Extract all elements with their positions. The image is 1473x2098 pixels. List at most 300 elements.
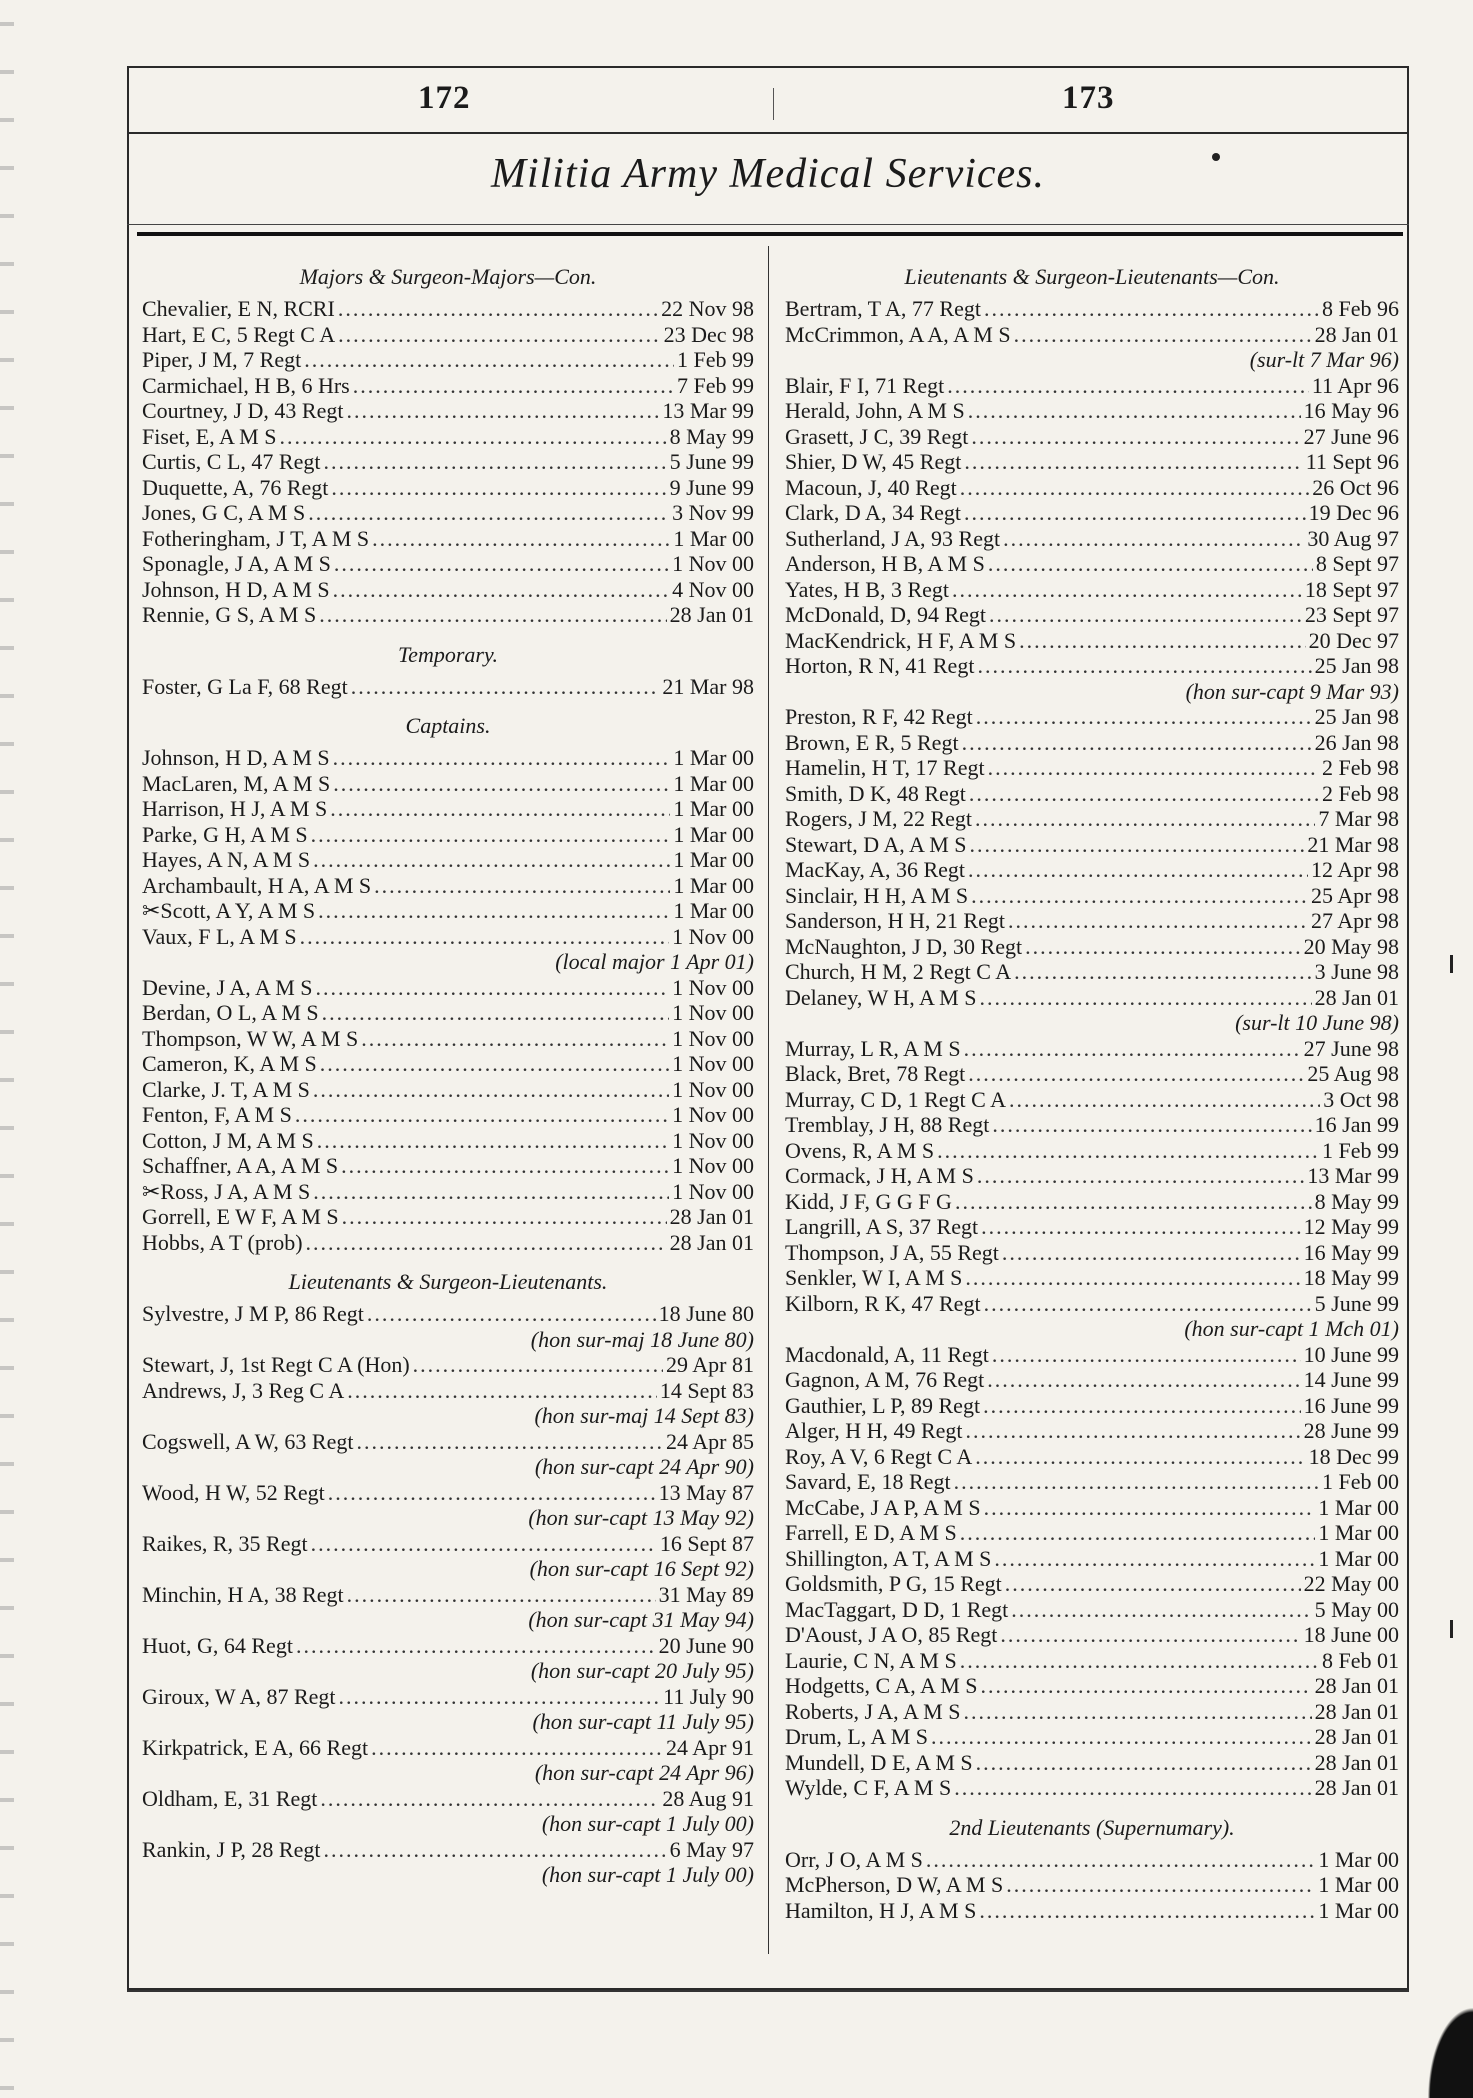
officer-name: Sponagle, J A, A M S bbox=[142, 551, 331, 576]
commission-date: 13 Mar 99 bbox=[1307, 1163, 1399, 1188]
dot-leader bbox=[984, 1495, 1316, 1521]
dot-leader bbox=[328, 1480, 656, 1506]
dot-leader bbox=[330, 796, 670, 822]
commission-date: 1 Nov 00 bbox=[672, 1153, 754, 1178]
roster-entry bbox=[785, 806, 1399, 832]
officer-name: Berdan, O L, A M S bbox=[142, 1000, 319, 1025]
commission-date: 26 Jan 98 bbox=[1314, 729, 1399, 755]
dot-leader bbox=[313, 1179, 669, 1205]
officer-name: Foster, G La F, 68 Regt bbox=[142, 673, 348, 699]
dot-leader bbox=[347, 1582, 656, 1608]
officer-name: Clark, D A, 34 Regt bbox=[785, 500, 961, 525]
roster-entry bbox=[785, 1495, 1399, 1521]
officer-name: Stewart, J, 1st Regt C A (Hon) bbox=[142, 1352, 410, 1377]
dot-leader bbox=[960, 1520, 1316, 1546]
dot-leader bbox=[969, 781, 1319, 807]
roster-entry bbox=[785, 832, 1399, 858]
dot-leader bbox=[960, 475, 1310, 501]
officer-name: Grasett, J C, 39 Regt bbox=[785, 423, 969, 449]
officer-name: Herald, John, A M S bbox=[785, 398, 965, 423]
dot-leader bbox=[971, 883, 1308, 909]
officer-name: MacLaren, M, A M S bbox=[142, 770, 331, 796]
section-heading: Lieutenants & Surgeon-Lieutenants. bbox=[288, 1269, 608, 1294]
commission-date: 3 Oct 98 bbox=[1323, 1086, 1399, 1112]
roster-entry bbox=[142, 1102, 754, 1128]
commission-date: 13 Mar 99 bbox=[662, 398, 754, 423]
dot-leader bbox=[320, 1051, 669, 1077]
commission-date: 28 Jan 01 bbox=[1314, 984, 1399, 1010]
roster-entry bbox=[785, 1673, 1399, 1699]
roster-entry bbox=[785, 577, 1399, 603]
dot-leader bbox=[339, 1684, 661, 1710]
section-heading: Majors & Surgeon-Majors—Con. bbox=[299, 264, 597, 289]
dot-leader bbox=[968, 398, 1301, 424]
officer-name: Hamilton, H J, A M S bbox=[785, 1897, 977, 1923]
roster-entry bbox=[142, 822, 754, 848]
dot-leader bbox=[1014, 322, 1312, 348]
roster-entry bbox=[785, 1847, 1399, 1873]
dot-leader bbox=[1014, 959, 1312, 985]
commission-date: 21 Mar 98 bbox=[1307, 831, 1399, 857]
dot-leader bbox=[1002, 1240, 1301, 1266]
roster-entry bbox=[142, 1735, 754, 1761]
entry-note: (sur-lt 7 Mar 96) bbox=[1249, 347, 1399, 372]
dot-leader bbox=[1011, 1597, 1311, 1623]
dot-leader bbox=[960, 1648, 1319, 1674]
officer-name: Gagnon, A M, 76 Regt bbox=[785, 1367, 985, 1392]
entry-note: (hon sur-capt 24 Apr 96) bbox=[534, 1760, 754, 1785]
officer-name: Mundell, D E, A M S bbox=[785, 1749, 973, 1775]
commission-date: 1 Nov 00 bbox=[672, 1051, 754, 1076]
commission-date: 1 Mar 00 bbox=[1318, 1846, 1399, 1872]
dot-leader bbox=[1000, 1622, 1300, 1648]
commission-date: 28 Jan 01 bbox=[669, 1204, 754, 1229]
entry-note: (hon sur-capt 11 July 95) bbox=[532, 1709, 754, 1734]
officer-name: Farrell, E D, A M S bbox=[785, 1520, 957, 1545]
dot-leader bbox=[320, 1786, 659, 1812]
officer-name: Savard, E, 18 Regt bbox=[785, 1469, 951, 1494]
page-title: Militia Army Medical Services. bbox=[490, 151, 1046, 197]
dot-leader bbox=[975, 806, 1315, 832]
commission-date: 1 Nov 00 bbox=[672, 1076, 754, 1102]
commission-date: 13 May 87 bbox=[658, 1479, 754, 1505]
roster-entry bbox=[142, 796, 754, 822]
officer-name: Kidd, J F, G G F G bbox=[785, 1188, 952, 1214]
officer-name: Horton, R N, 41 Regt bbox=[785, 653, 975, 678]
commission-date: 27 June 96 bbox=[1303, 423, 1399, 449]
roster-entry bbox=[142, 424, 754, 450]
officer-name: Drum, L, A M S bbox=[785, 1724, 929, 1749]
dot-leader bbox=[333, 771, 670, 797]
commission-date: 10 June 99 bbox=[1303, 1341, 1399, 1367]
commission-date: 16 May 96 bbox=[1303, 398, 1399, 423]
commission-date: 8 May 99 bbox=[669, 423, 754, 449]
entry-note: (hon sur-maj 14 Sept 83) bbox=[534, 1403, 754, 1428]
officer-name: Roy, A V, 6 Regt C A bbox=[785, 1443, 973, 1469]
commission-date: 27 Apr 98 bbox=[1311, 908, 1399, 933]
commission-date: 23 Dec 98 bbox=[663, 321, 754, 347]
officer-name: Duquette, A, 76 Regt bbox=[142, 474, 329, 500]
roster-entry bbox=[142, 924, 754, 950]
officer-name: Brown, E R, 5 Regt bbox=[785, 729, 959, 755]
dot-leader bbox=[322, 1000, 669, 1026]
officer-name: Murray, L R, A M S bbox=[785, 1035, 961, 1061]
commission-date: 1 Nov 00 bbox=[672, 551, 754, 576]
roster-entry bbox=[142, 1837, 754, 1863]
roster-entry bbox=[142, 1179, 754, 1205]
officer-name: Bertram, T A, 77 Regt bbox=[785, 296, 981, 321]
roster-entry bbox=[785, 1138, 1399, 1164]
dot-leader bbox=[954, 1775, 1311, 1801]
right-column bbox=[785, 262, 1399, 1923]
entry-note: (hon sur-capt 24 Apr 90) bbox=[534, 1454, 754, 1479]
roster-entry bbox=[785, 1898, 1399, 1924]
commission-date: 20 May 98 bbox=[1303, 933, 1399, 959]
dot-leader bbox=[371, 1735, 663, 1761]
commission-date: 1 Nov 00 bbox=[672, 974, 754, 1000]
entry-note: (hon sur-capt 31 May 94) bbox=[528, 1607, 754, 1632]
commission-date: 1 Nov 00 bbox=[672, 1025, 754, 1051]
roster-entry bbox=[785, 526, 1399, 552]
dot-leader bbox=[981, 1673, 1312, 1699]
roster-entry bbox=[785, 857, 1399, 883]
officer-name: Johnson, H D, A M S bbox=[142, 745, 330, 770]
commission-date: 21 Mar 98 bbox=[662, 673, 754, 699]
roster-entry bbox=[142, 1582, 754, 1608]
officer-name: Fotheringham, J T, A M S bbox=[142, 525, 370, 551]
officer-name: Laurie, C N, A M S bbox=[785, 1647, 957, 1673]
entry-note: (local major 1 Apr 01) bbox=[555, 949, 754, 974]
entry-note: (hon sur-capt 16 Sept 92) bbox=[529, 1556, 754, 1581]
officer-name: Goldsmith, P G, 15 Regt bbox=[785, 1571, 1002, 1596]
dot-leader bbox=[346, 398, 659, 424]
commission-date: 14 June 99 bbox=[1303, 1367, 1399, 1392]
commission-date: 1 Mar 00 bbox=[1318, 1872, 1399, 1897]
title-rule-thick bbox=[137, 232, 1403, 236]
officer-name: Carmichael, H B, 6 Hrs bbox=[142, 372, 350, 398]
roster-entry bbox=[785, 551, 1399, 577]
commission-date: 25 Jan 98 bbox=[1314, 704, 1399, 729]
roster-entry bbox=[785, 322, 1399, 348]
commission-date: 8 Feb 01 bbox=[1322, 1647, 1399, 1673]
commission-date: 28 Jan 01 bbox=[1314, 1673, 1399, 1698]
officer-name: Rogers, J M, 22 Regt bbox=[785, 806, 972, 831]
officer-name: Wood, H W, 52 Regt bbox=[142, 1479, 325, 1505]
commission-date: 5 June 99 bbox=[669, 449, 754, 474]
commission-date: 1 Nov 00 bbox=[672, 1102, 754, 1127]
dot-leader bbox=[970, 832, 1305, 858]
dot-leader bbox=[994, 1546, 1315, 1572]
commission-date: 1 Mar 00 bbox=[673, 770, 754, 796]
officer-name: McNaughton, J D, 30 Regt bbox=[785, 933, 1023, 959]
roster-entry bbox=[785, 1061, 1399, 1087]
commission-date: 20 June 90 bbox=[658, 1632, 754, 1658]
page-corner-shadow bbox=[1418, 1988, 1473, 2098]
commission-date: 1 Feb 00 bbox=[1322, 1469, 1399, 1494]
roster-entry bbox=[785, 1699, 1399, 1725]
roster-entry bbox=[785, 1163, 1399, 1189]
officer-name: MacKay, A, 36 Regt bbox=[785, 857, 966, 882]
officer-name: Hayes, A N, A M S bbox=[142, 847, 311, 872]
roster-entry bbox=[142, 674, 754, 700]
officer-name: Sinclair, H H, A M S bbox=[785, 882, 969, 908]
roster-entry bbox=[142, 1480, 754, 1506]
roster-entry bbox=[785, 1648, 1399, 1674]
commission-date: 1 Mar 00 bbox=[673, 796, 754, 821]
roster-entry bbox=[142, 1000, 754, 1026]
roster-entry bbox=[142, 1077, 754, 1103]
roster-entry bbox=[142, 398, 754, 424]
dot-leader bbox=[304, 347, 674, 373]
dot-leader bbox=[1005, 1571, 1301, 1597]
officer-name: McPherson, D W, A M S bbox=[785, 1872, 1004, 1897]
dot-leader bbox=[988, 755, 1319, 781]
column-divider bbox=[768, 246, 769, 1954]
dot-leader bbox=[372, 526, 670, 552]
roster-entry bbox=[785, 628, 1399, 654]
officer-name: Church, H M, 2 Regt C A bbox=[785, 959, 1012, 984]
commission-date: 1 Feb 99 bbox=[1322, 1137, 1399, 1163]
left-column bbox=[142, 262, 754, 1888]
dot-leader bbox=[931, 1724, 1312, 1750]
commission-date: 11 July 90 bbox=[663, 1683, 754, 1709]
dot-leader bbox=[316, 975, 670, 1001]
officer-name: Clarke, J. T, A M S bbox=[142, 1076, 310, 1102]
roster-entry bbox=[785, 755, 1399, 781]
commission-date: 16 May 99 bbox=[1303, 1239, 1399, 1265]
commission-date: 28 Jan 01 bbox=[1314, 1724, 1399, 1749]
commission-date: 29 Apr 81 bbox=[666, 1352, 754, 1377]
officer-name: Macdonald, A, 11 Regt bbox=[785, 1341, 989, 1367]
dot-leader bbox=[975, 1444, 1305, 1470]
officer-name: Macoun, J, 40 Regt bbox=[785, 474, 957, 500]
roster-entry bbox=[142, 771, 754, 797]
officer-name: Fiset, E, A M S bbox=[142, 423, 277, 449]
commission-date: 12 Apr 98 bbox=[1311, 857, 1399, 882]
commission-date: 5 May 00 bbox=[1314, 1596, 1399, 1622]
officer-name: Kirkpatrick, E A, 66 Regt bbox=[142, 1734, 369, 1760]
dot-leader bbox=[413, 1352, 663, 1378]
page-number-right: 173 bbox=[1062, 80, 1115, 116]
officer-name: Hodgetts, C A, A M S bbox=[785, 1673, 978, 1698]
dot-leader bbox=[351, 674, 660, 700]
dot-leader bbox=[992, 1112, 1311, 1138]
roster-entry bbox=[785, 602, 1399, 628]
commission-date: 16 Sept 87 bbox=[659, 1530, 754, 1556]
entry-note: (hon sur-capt 1 July 00) bbox=[541, 1811, 754, 1836]
commission-date: 24 Apr 91 bbox=[666, 1734, 754, 1760]
officer-name: Jones, G C, A M S bbox=[142, 500, 306, 525]
officer-name: ✂Scott, A Y, A M S bbox=[142, 898, 316, 923]
roster-entry bbox=[785, 730, 1399, 756]
roster-entry bbox=[142, 1128, 754, 1154]
entry-note: (hon sur-capt 1 July 00) bbox=[541, 1862, 754, 1887]
officer-name: Cormack, J H, A M S bbox=[785, 1163, 974, 1188]
dot-leader bbox=[341, 1153, 669, 1179]
roster-entry bbox=[785, 1724, 1399, 1750]
roster-entry bbox=[785, 1750, 1399, 1776]
roster-entry bbox=[785, 1775, 1399, 1801]
roster-entry bbox=[142, 1204, 754, 1230]
officer-name: McCabe, J A P, A M S bbox=[785, 1494, 981, 1520]
roster-entry bbox=[142, 577, 754, 603]
dot-leader bbox=[353, 373, 674, 399]
officer-name: Schaffner, A A, A M S bbox=[142, 1153, 339, 1178]
officer-name: Rennie, G S, A M S bbox=[142, 602, 317, 627]
left-margin-binding-marks bbox=[0, 0, 14, 2098]
commission-date: 3 Nov 99 bbox=[672, 500, 754, 525]
dot-leader bbox=[333, 745, 671, 771]
dot-leader bbox=[311, 1531, 657, 1557]
page-number-left: 172 bbox=[418, 80, 471, 116]
dot-leader bbox=[984, 296, 1319, 322]
officer-name: Shier, D W, 45 Regt bbox=[785, 449, 962, 474]
commission-date: 19 Dec 96 bbox=[1308, 500, 1399, 525]
roster-entry bbox=[785, 475, 1399, 501]
commission-date: 20 Dec 97 bbox=[1308, 627, 1399, 653]
commission-date: 25 Jan 98 bbox=[1314, 653, 1399, 678]
officer-name: Huot, G, 64 Regt bbox=[142, 1632, 293, 1658]
roster-entry bbox=[785, 1367, 1399, 1393]
roster-entry bbox=[142, 975, 754, 1001]
entry-note: (hon sur-capt 20 July 95) bbox=[530, 1658, 754, 1683]
commission-date: 1 Mar 00 bbox=[673, 872, 754, 898]
officer-name: MacKendrick, H F, A M S bbox=[785, 627, 1017, 653]
dot-leader bbox=[992, 1342, 1301, 1368]
roster-entry bbox=[785, 500, 1399, 526]
roster-entry bbox=[785, 1597, 1399, 1623]
commission-date: 25 Aug 98 bbox=[1307, 1061, 1399, 1086]
officer-name: Preston, R F, 42 Regt bbox=[785, 704, 973, 729]
dot-leader bbox=[311, 822, 671, 848]
officer-name: Roberts, J A, A M S bbox=[785, 1698, 961, 1724]
roster-entry bbox=[142, 500, 754, 526]
entry-note: (hon sur-capt 13 May 92) bbox=[528, 1505, 754, 1530]
dot-leader bbox=[347, 1378, 657, 1404]
officer-name: Curtis, C L, 47 Regt bbox=[142, 449, 321, 474]
dot-leader bbox=[955, 1189, 1312, 1215]
officer-name: Thompson, J A, 55 Regt bbox=[785, 1239, 999, 1265]
dot-leader bbox=[313, 1077, 669, 1103]
roster-entry bbox=[142, 1051, 754, 1077]
dot-leader bbox=[965, 1265, 1300, 1291]
roster-entry bbox=[142, 847, 754, 873]
dot-leader bbox=[988, 551, 1313, 577]
officer-name: Gauthier, L P, 89 Regt bbox=[785, 1392, 981, 1418]
dot-leader bbox=[926, 1847, 1315, 1873]
roster-entry bbox=[142, 1352, 754, 1378]
officer-name: Archambault, H A, A M S bbox=[142, 872, 372, 898]
officer-name: Raikes, R, 35 Regt bbox=[142, 1530, 308, 1556]
officer-name: Wylde, C F, A M S bbox=[785, 1775, 952, 1800]
officer-name: Ovens, R, A M S bbox=[785, 1137, 935, 1163]
officer-name: Hobbs, A T (prob) bbox=[142, 1229, 303, 1255]
roster-entry bbox=[785, 1036, 1399, 1062]
ink-dot bbox=[1212, 153, 1220, 161]
section-heading: 2nd Lieutenants (Supernumary). bbox=[949, 1814, 1235, 1840]
roster-entry bbox=[785, 1469, 1399, 1495]
dot-leader bbox=[966, 1418, 1301, 1444]
dot-leader bbox=[968, 1061, 1304, 1087]
commission-date: 16 June 99 bbox=[1303, 1392, 1399, 1418]
dot-leader bbox=[971, 424, 1300, 450]
officer-name: Chevalier, E N, RCRI bbox=[142, 296, 335, 321]
commission-date: 30 Aug 97 bbox=[1307, 525, 1399, 551]
commission-date: 18 Dec 99 bbox=[1308, 1443, 1399, 1469]
commission-date: 18 June 80 bbox=[658, 1301, 754, 1326]
roster-entry bbox=[785, 398, 1399, 424]
commission-date: 1 Nov 00 bbox=[672, 923, 754, 949]
dot-leader bbox=[323, 449, 666, 475]
officer-name: Hamelin, H T, 17 Regt bbox=[785, 755, 985, 780]
officer-name: Black, Bret, 78 Regt bbox=[785, 1061, 966, 1086]
margin-tick bbox=[1450, 955, 1453, 973]
officer-name: Murray, C D, 1 Regt C A bbox=[785, 1086, 1007, 1112]
entry-note: (sur-lt 10 June 98) bbox=[1235, 1010, 1399, 1035]
dot-leader bbox=[1003, 526, 1304, 552]
roster-entry bbox=[785, 1444, 1399, 1470]
roster-entry bbox=[785, 1214, 1399, 1240]
roster-entry bbox=[142, 873, 754, 899]
commission-date: 28 June 99 bbox=[1303, 1418, 1399, 1443]
roster-entry bbox=[142, 1633, 754, 1659]
header-rule bbox=[127, 132, 1409, 134]
dot-leader bbox=[979, 985, 1311, 1011]
roster-entry bbox=[142, 347, 754, 373]
roster-entry bbox=[785, 1571, 1399, 1597]
dot-leader bbox=[981, 1214, 1301, 1240]
dot-leader bbox=[279, 424, 666, 450]
officer-name: Vaux, F L, A M S bbox=[142, 923, 297, 949]
roster-entry bbox=[785, 1291, 1399, 1317]
title-rule-thin bbox=[127, 224, 1409, 225]
roster-entry bbox=[142, 1684, 754, 1710]
dot-leader bbox=[361, 1026, 669, 1052]
dot-leader bbox=[306, 1230, 667, 1256]
roster-entry bbox=[785, 985, 1399, 1011]
page-number-divider bbox=[773, 88, 774, 120]
margin-tick bbox=[1450, 1620, 1453, 1638]
officer-name: McCrimmon, A A, A M S bbox=[785, 321, 1011, 347]
section-heading: Captains. bbox=[405, 713, 491, 738]
roster-entry bbox=[785, 908, 1399, 934]
roster-entry bbox=[785, 1265, 1399, 1291]
officer-name: Shillington, A T, A M S bbox=[785, 1545, 992, 1571]
roster-entry bbox=[785, 1112, 1399, 1138]
commission-date: 9 June 99 bbox=[669, 474, 754, 500]
officer-name: MacTaggart, D D, 1 Regt bbox=[785, 1596, 1009, 1622]
dot-leader bbox=[295, 1102, 669, 1128]
commission-date: 7 Feb 99 bbox=[677, 372, 754, 398]
roster-entry bbox=[785, 373, 1399, 399]
commission-date: 7 Mar 98 bbox=[1318, 806, 1399, 831]
roster-entry bbox=[785, 704, 1399, 730]
commission-date: 26 Oct 96 bbox=[1312, 474, 1399, 500]
officer-name: Sylvestre, J M P, 86 Regt bbox=[142, 1301, 364, 1326]
dot-leader bbox=[333, 577, 669, 603]
dot-leader bbox=[964, 500, 1306, 526]
officer-name: McDonald, D, 94 Regt bbox=[785, 602, 987, 627]
commission-date: 24 Apr 85 bbox=[666, 1428, 754, 1454]
dot-leader bbox=[977, 653, 1311, 679]
commission-date: 1 Nov 00 bbox=[672, 1000, 754, 1025]
commission-date: 8 May 99 bbox=[1314, 1188, 1399, 1214]
dot-leader bbox=[367, 1301, 656, 1327]
officer-name: Orr, J O, A M S bbox=[785, 1846, 923, 1872]
officer-name: Stewart, D A, A M S bbox=[785, 831, 967, 857]
officer-name: Johnson, H D, A M S bbox=[142, 576, 330, 602]
officer-name: Gorrell, E W F, A M S bbox=[142, 1204, 339, 1229]
